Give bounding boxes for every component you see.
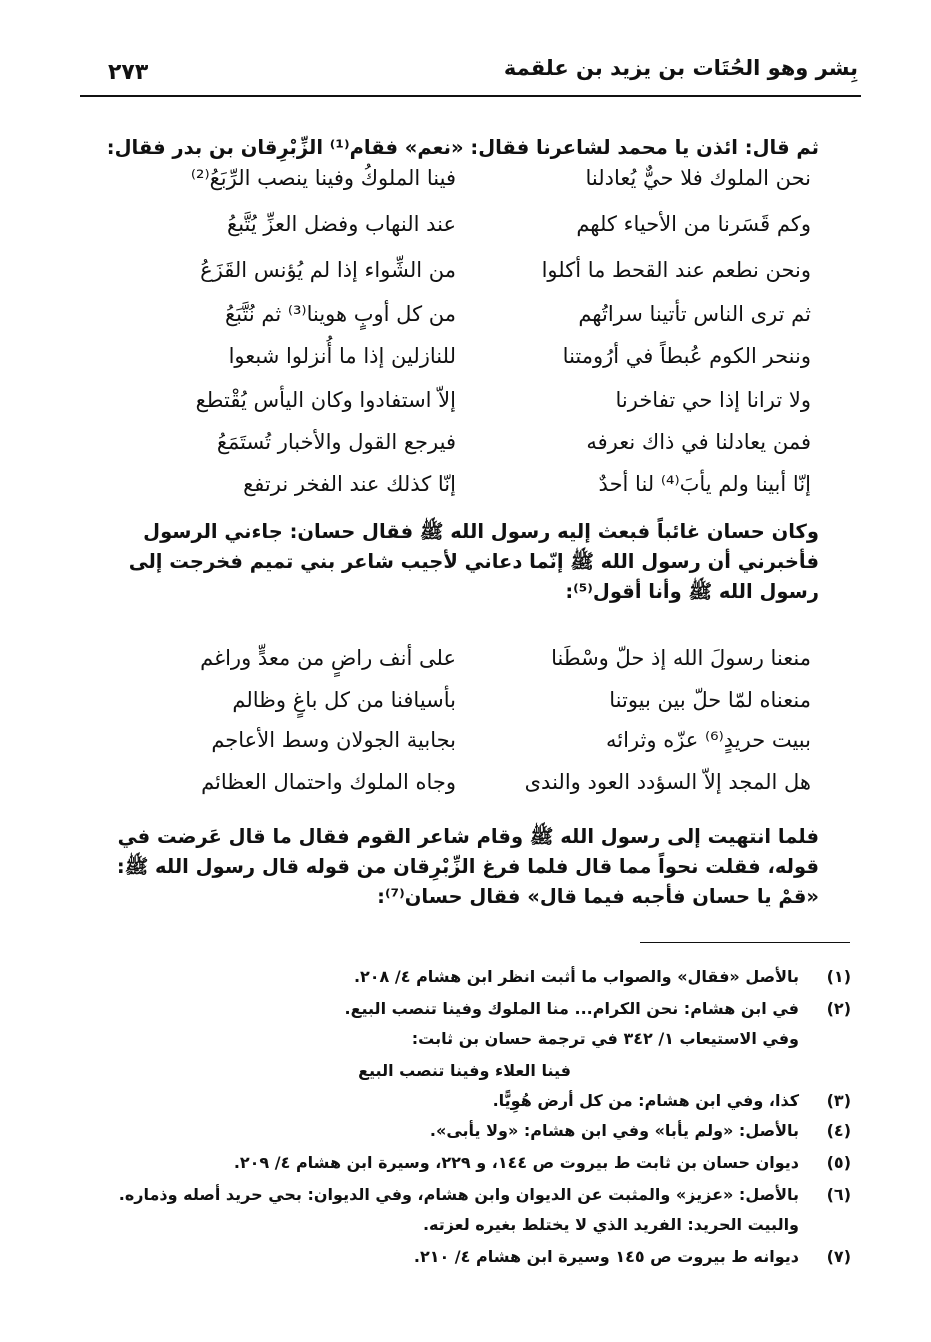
hemistich-first: وننحر الكوم عُبطاً في أرُومتنا bbox=[562, 344, 811, 368]
hemistich-first: ثم ترى الناس تأتينا سراتُهم bbox=[578, 302, 811, 326]
hemistich-second: فيرجع القول والأخبار تُستَمَعُ bbox=[216, 430, 456, 454]
footnote-text: بالأصل: «عزيز» والمثبت عن الديوان وابن هشام، وفي الديوان: بحي حريد أصله وذماره. bbox=[118, 1185, 799, 1204]
hemistich-second: بجابية الجولان وسط الأعاجم bbox=[211, 728, 456, 752]
hemistich-second: على أنف راضٍ من معدٍّ وراغم bbox=[200, 646, 456, 670]
verse-line bbox=[150, 212, 811, 256]
verse-line bbox=[150, 770, 811, 814]
hemistich-second: للنازلين إذا ما أُنزلوا شبعوا bbox=[228, 344, 456, 368]
footnote-text: بالأصل «فقال» والصواب ما أثبت انظر ابن هشام ٤/ ٢٠٨. bbox=[353, 967, 799, 986]
footnote-number: (٥) bbox=[826, 1153, 851, 1172]
hemistich-second: عند النهاب وفضل العزِّ يُتَّبعُ bbox=[227, 212, 456, 236]
hemistich-second: بأسيافنا من كل باغٍ وظالم bbox=[232, 688, 456, 712]
verse-line bbox=[150, 166, 811, 210]
footnote-text: ديوانه ط بيروت ص ١٤٥ وسيرة ابن هشام ٤/ ٢١٠. bbox=[413, 1247, 799, 1266]
header-rule bbox=[80, 95, 861, 97]
page-header bbox=[70, 50, 876, 90]
page-number: ٢٧٣ bbox=[108, 60, 149, 85]
footnote-rule bbox=[640, 942, 850, 943]
hemistich-second: إنّا كذلك عند الفخر نرتفع bbox=[243, 472, 456, 496]
hemistich-first: ونحن نطعم عند القحط ما أكلوا bbox=[541, 258, 811, 282]
hemistich-first: ولا ترانا إذا حي تفاخرنا bbox=[615, 388, 811, 412]
hemistich-second: إلاّ استفادوا وكان اليأس يُقْتطع bbox=[195, 388, 456, 412]
footnote-text: بالأصل: «ولم يأبا» وفي ابن هشام: «ولا يأبى». bbox=[429, 1121, 799, 1140]
verse-line bbox=[150, 728, 811, 772]
running-title: بِشر وهو الحُتَات بن يزيد بن علقمة bbox=[503, 56, 858, 80]
footnote-text: فينا العلاء وفينا تنصب البيع bbox=[358, 1061, 571, 1080]
verse-line bbox=[150, 258, 811, 302]
hemistich-first: منعناه لمّا حلّ بين بيوتنا bbox=[609, 688, 811, 712]
hemistich-second: من كل أوبٍ هوينا⁽³⁾ ثم نُتَّبَعُ bbox=[224, 302, 456, 326]
hemistich-first: إنّا أبينا ولم يأبَ⁽⁴⁾ لنا أحدٌ bbox=[598, 472, 811, 496]
footnote-text: كذا، وفي ابن هشام: من كل أرض هُوِيًّا. bbox=[492, 1091, 799, 1110]
footnote-text: وفي الاستيعاب ١/ ٣٤٢ في ترجمة حسان بن ثابت: bbox=[411, 1029, 799, 1048]
footnote-text: والبيت الحريد: الفريد الذي لا يختلط بغيره لعزته. bbox=[422, 1215, 799, 1234]
hemistich-first: هل المجد إلاّ السؤدد العود والندى bbox=[524, 770, 811, 794]
hemistich-first: وكم قَسَرنا من الأحياء كلهم bbox=[576, 212, 811, 236]
footnote-number: (١) bbox=[826, 967, 851, 986]
hemistich-first: نحن الملوك فلا حيٌّ يُعادلنا bbox=[585, 166, 811, 190]
verse-line bbox=[150, 430, 811, 474]
hemistich-second: من الشِّواء إذا لم يُؤنس القَزَعُ bbox=[200, 258, 456, 282]
closing-paragraph: فلما انتهيت إلى رسول الله ﷺ وقام شاعر القوم فقال ما قال عَرضت في قوله، فقلت نحواً مما قال فلما فرغ الزِّبْرِقان من قوله قال رسول الله ﷺ: «قمْ يا حسان فأجبه فيما قال» فقال حسان⁽⁷⁾: bbox=[116, 825, 819, 908]
verse-line bbox=[150, 302, 811, 346]
verse-line bbox=[150, 388, 811, 432]
intro-paragraph: ثم قال: ائذن يا محمد لشاعرنا فقال: «نعم» فقام⁽¹⁾ الزِّبْرِقان بن بدر فقال: bbox=[106, 136, 819, 159]
hemistich-second: فينا الملوكُ وفينا ينصب الرِّبَعُ⁽²⁾ bbox=[190, 166, 456, 190]
footnote-number: (٣) bbox=[826, 1091, 851, 1110]
footnote-text: في ابن هشام: نحن الكرام... منا الملوك وفينا تنصب البيع. bbox=[344, 999, 799, 1018]
hassan-paragraph: وكان حسان غائباً فبعث إليه رسول الله ﷺ فقال حسان: جاءني الرسول فأخبرني أن رسول الله ﷺ إنّما دعاني لأجيب شاعر بني تميم فخرجت إلى رسول الله ﷺ وأنا أقول⁽⁵⁾: bbox=[128, 520, 819, 603]
verse-line bbox=[150, 472, 811, 516]
verse-line bbox=[150, 688, 811, 732]
footnote-text: ديوان حسان بن ثابت ط بيروت ص ١٤٤، و ٢٢٩، وسيرة ابن هشام ٤/ ٢٠٩. bbox=[233, 1153, 799, 1172]
hemistich-first: ببيت حريدٍ⁽⁶⁾ عزّه وثرائه bbox=[606, 728, 811, 752]
hemistich-second: وجاه الملوك واحتمال العظائم bbox=[201, 770, 456, 794]
footnote-number: (٧) bbox=[826, 1247, 851, 1266]
footnote-number: (٦) bbox=[826, 1185, 851, 1204]
verse-line bbox=[150, 344, 811, 388]
footnote-number: (٤) bbox=[826, 1121, 851, 1140]
hemistich-first: فمن يعادلنا في ذاك نعرفه bbox=[586, 430, 811, 454]
hemistich-first: منعنا رسولَ الله إذ حلّ وسْطَنا bbox=[551, 646, 811, 670]
verse-line bbox=[150, 646, 811, 690]
footnote-number: (٢) bbox=[826, 999, 851, 1018]
